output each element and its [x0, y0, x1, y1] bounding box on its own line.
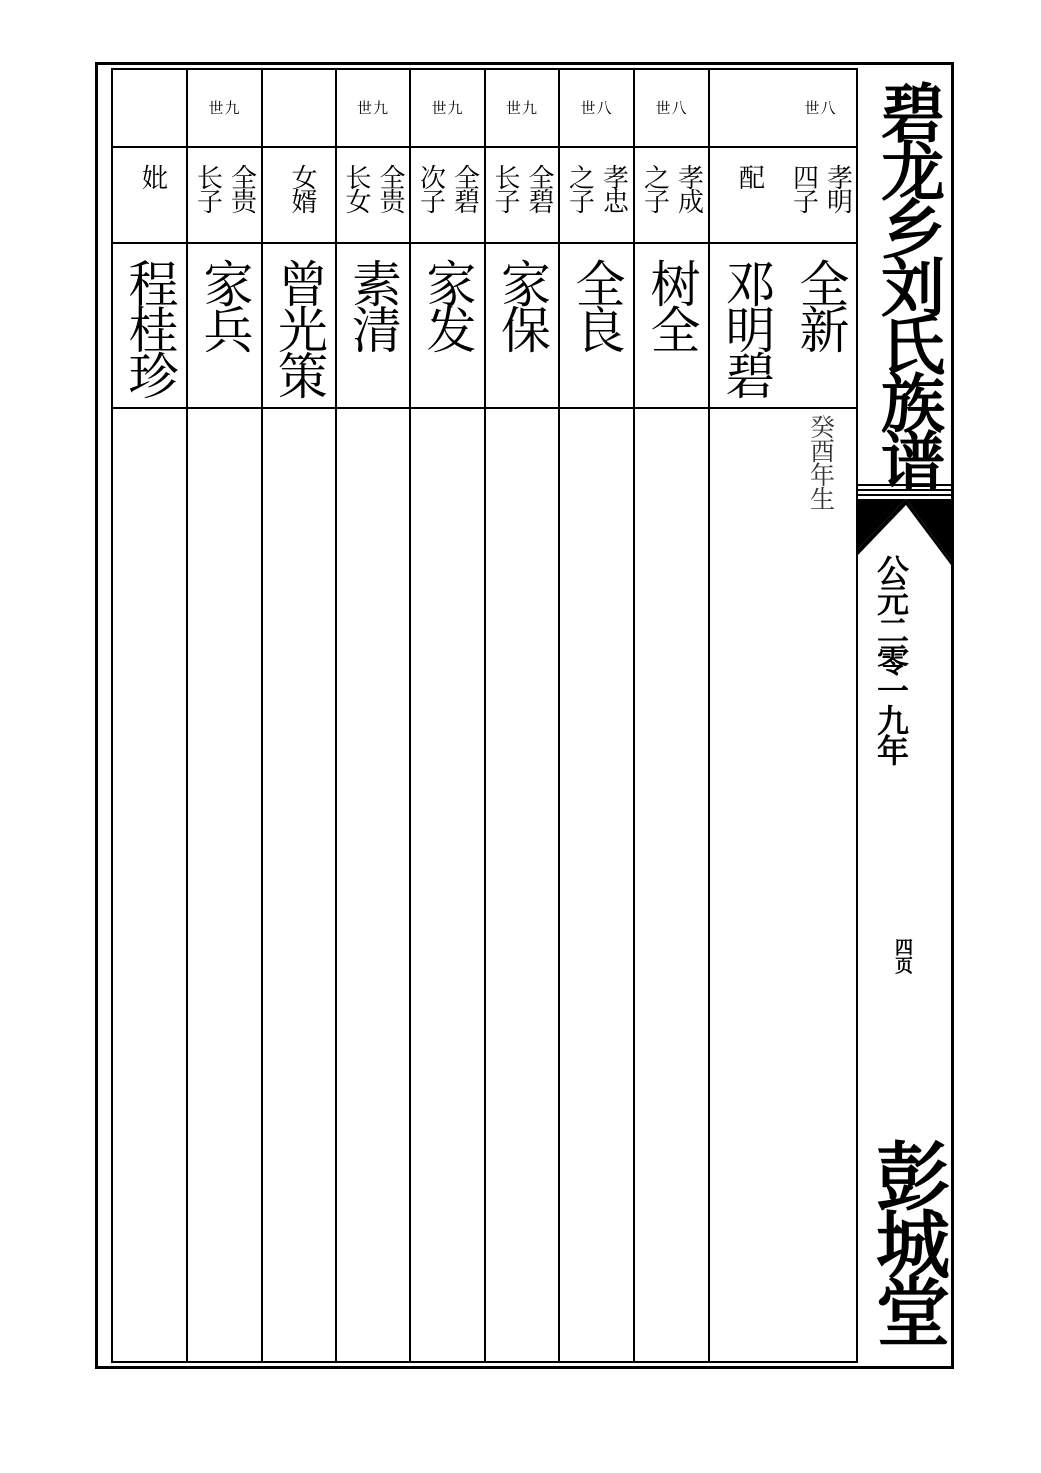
- document-title: 碧龙乡刘氏族谱: [870, 80, 945, 486]
- entry-column: [335, 68, 409, 1363]
- birth-note-cell: [783, 414, 858, 510]
- birth-note: 癸酉年生: [806, 414, 836, 510]
- person-name: 全新: [791, 258, 850, 350]
- generation-label: 世八: [804, 98, 837, 117]
- person-name-cell: [486, 244, 558, 409]
- person-name-cell: [188, 244, 261, 409]
- relation-cell: [560, 148, 633, 242]
- person-name-cell: [560, 244, 633, 409]
- person-name: 家兵: [195, 258, 254, 350]
- generation-label: 世九: [505, 98, 538, 117]
- relation-parent: 孝忠: [598, 164, 629, 212]
- relation-order: 之子: [564, 164, 595, 212]
- person-name: 邓明碧: [717, 258, 776, 396]
- relation-cell: [635, 148, 708, 242]
- generation-label: 世九: [356, 98, 389, 117]
- person-name: 素清: [344, 258, 402, 350]
- entry-column: [261, 68, 335, 1363]
- relation-parent: 女婿: [287, 164, 317, 212]
- person-name-cell: [337, 244, 409, 409]
- generation-label: [263, 68, 335, 146]
- relation-order: 次子: [415, 164, 446, 212]
- relation-parent: 配: [734, 164, 765, 188]
- person-name-cell: [113, 244, 186, 409]
- relation-parent: 全贵: [375, 164, 405, 212]
- person-name: 家保: [493, 258, 551, 350]
- relation-cell: [188, 148, 261, 242]
- page-number: 四页: [892, 938, 913, 974]
- hall-name: 彭城堂: [864, 1138, 950, 1342]
- relation-parent: 妣: [137, 164, 168, 188]
- person-name-cell: [411, 244, 484, 409]
- title-rule: [858, 484, 954, 486]
- relation-cell: [783, 148, 858, 242]
- relation-cell: [263, 148, 335, 242]
- entry-column: [186, 68, 261, 1363]
- person-name-cell: [635, 244, 708, 409]
- relation-cell: [710, 148, 783, 242]
- relation-order: 长子: [490, 164, 520, 212]
- generation-label: 世九: [208, 98, 241, 117]
- title-column: [858, 68, 954, 1363]
- relation-order: 四子: [788, 164, 819, 212]
- relation-parent: 孝成: [673, 164, 704, 212]
- relation-parent: 全贵: [226, 164, 257, 212]
- generation-label: 世九: [431, 98, 464, 117]
- generation-label: 世八: [655, 98, 688, 117]
- title-rule: [858, 489, 954, 491]
- relation-cell: [113, 148, 186, 242]
- entry-column: [783, 68, 858, 1363]
- title-rule: [858, 494, 954, 496]
- entry-column: [558, 68, 633, 1363]
- entry-column: [409, 68, 484, 1363]
- relation-cell: [337, 148, 409, 242]
- person-name: 全良: [567, 258, 626, 350]
- person-name: 曾光策: [270, 258, 328, 396]
- relation-cell: [486, 148, 558, 242]
- relation-order: 长女: [341, 164, 371, 212]
- compilation-date: 公元二零一九年: [872, 554, 910, 764]
- genealogy-grid: [111, 68, 858, 1363]
- relation-parent: 全碧: [524, 164, 554, 212]
- entry-column: [484, 68, 558, 1363]
- person-name: 树全: [642, 258, 701, 350]
- relation-order: 之子: [639, 164, 670, 212]
- relation-cell: [411, 148, 484, 242]
- generation-label: [113, 68, 186, 146]
- person-name: 家发: [418, 258, 477, 350]
- entry-column: [708, 68, 783, 1363]
- person-name-cell: [783, 244, 858, 409]
- entry-column: [111, 68, 186, 1363]
- person-name-cell: [263, 244, 335, 409]
- generation-label: [710, 68, 783, 146]
- person-name: 程桂珍: [120, 258, 179, 396]
- relation-parent: 孝明: [822, 164, 853, 212]
- entry-column: [633, 68, 708, 1363]
- relation-parent: 全碧: [449, 164, 480, 212]
- relation-order: 长子: [192, 164, 223, 212]
- generation-label: 世八: [580, 98, 613, 117]
- person-name-cell: [710, 244, 783, 409]
